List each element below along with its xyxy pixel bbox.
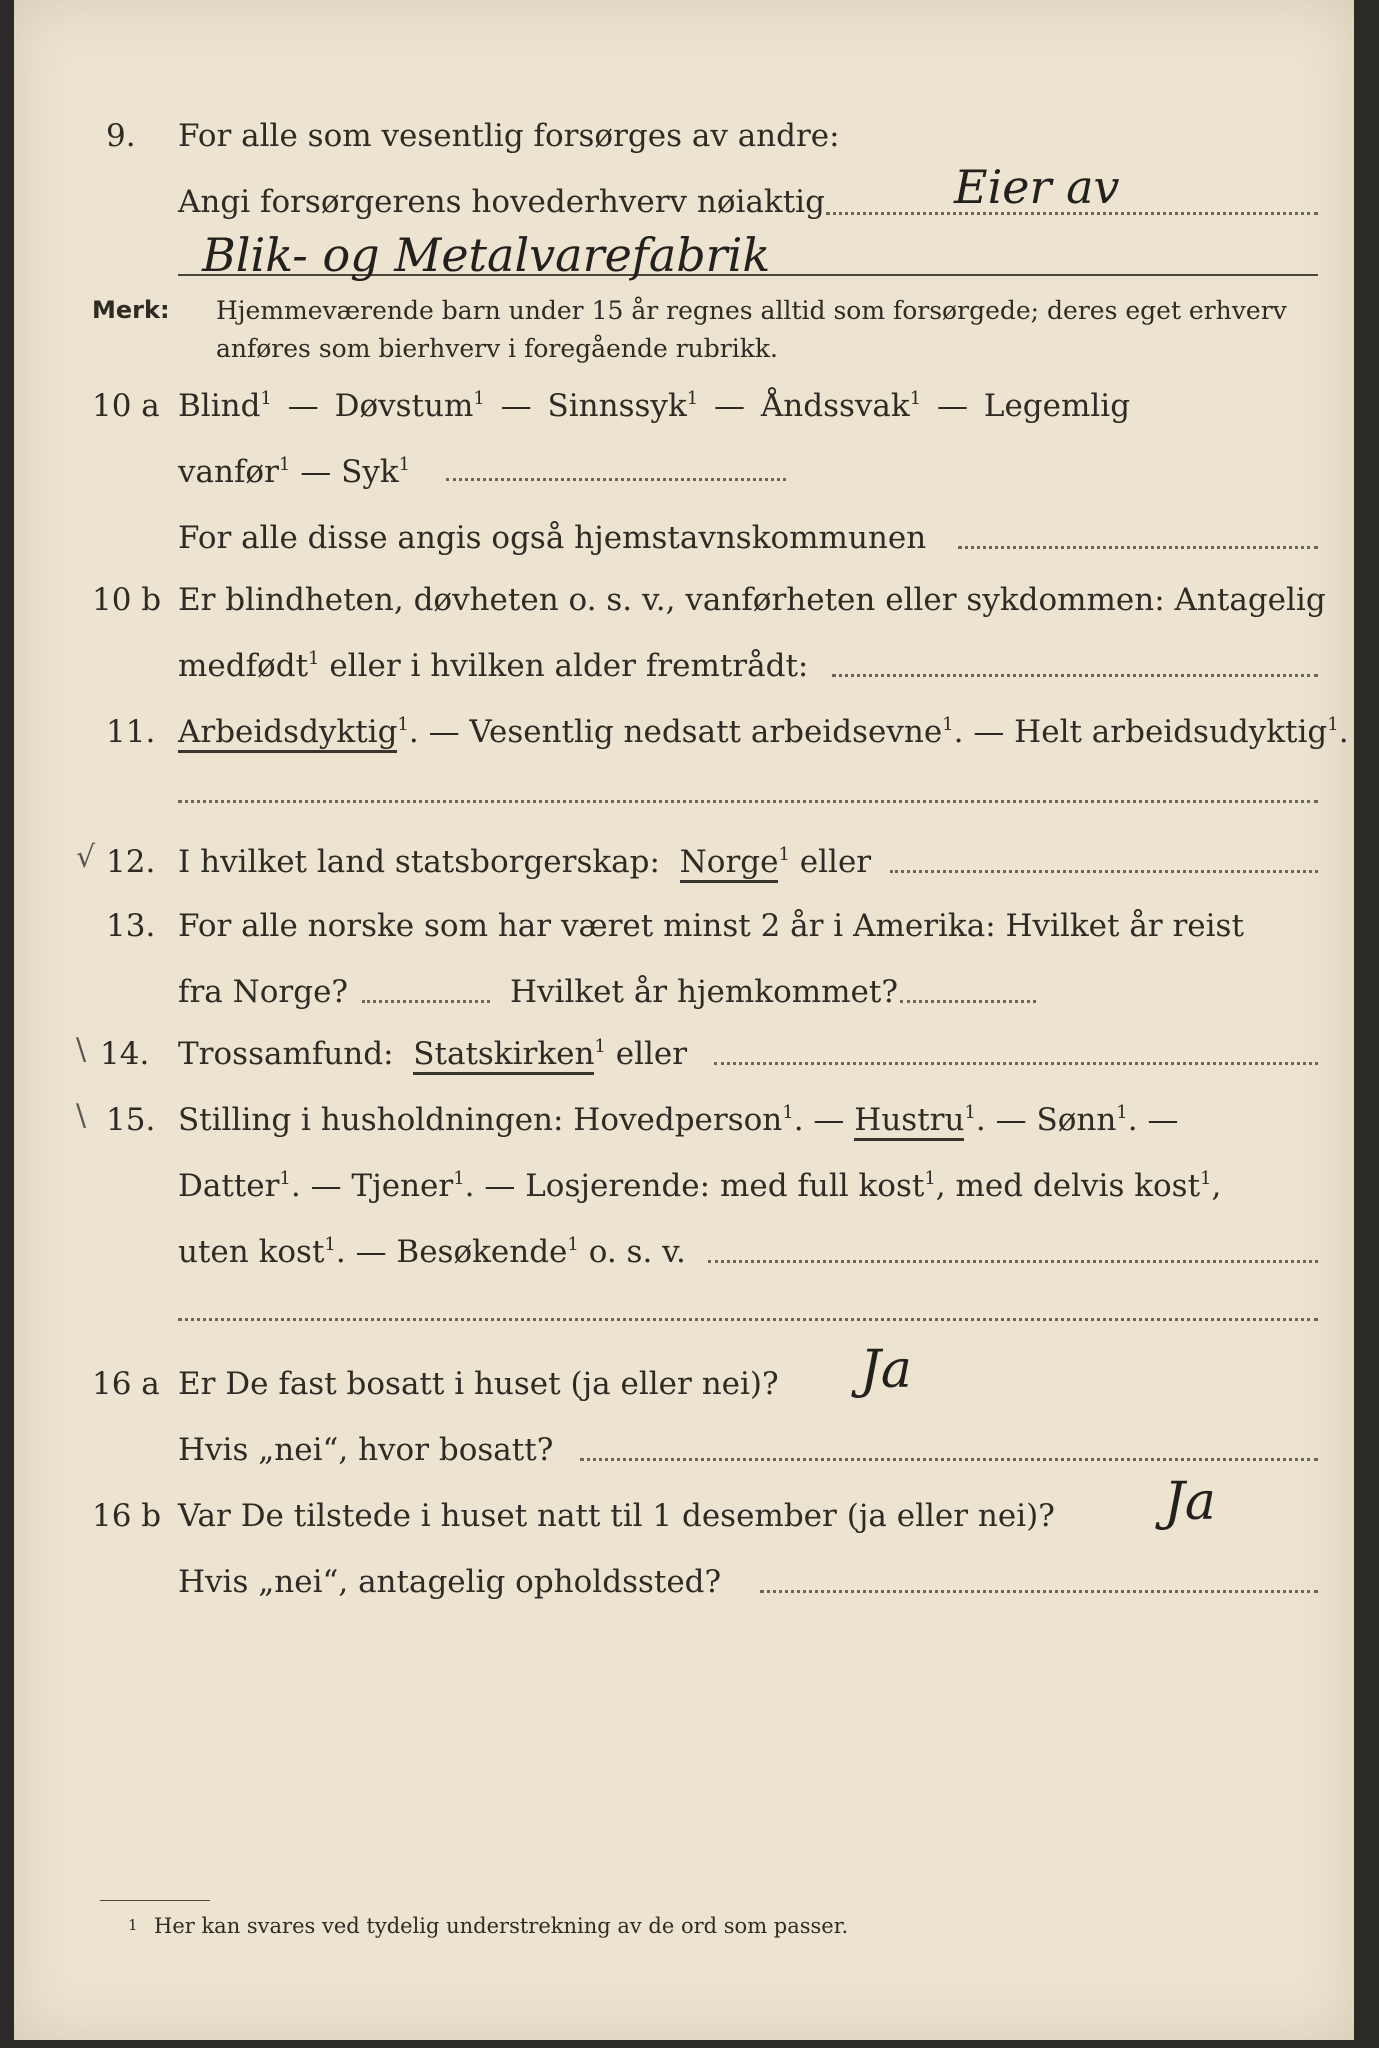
opt-statskirken-underlined[interactable]: Statskirken [413,1036,594,1075]
q14-line: Trossamfund: Statskirken$^1$ eller [178,1032,687,1076]
q14-number: 14. [100,1036,150,1072]
q16b-handwritten-answer: Ja [1164,1472,1216,1532]
opt-hustru-underlined[interactable]: Hustru [854,1102,964,1141]
opt-medfodt[interactable]: medfødt [178,648,309,684]
checkmark-icon: √ [76,840,96,875]
q15-line3: uten kost$^1$. — Besøkende$^1$ o. s. v. [178,1234,686,1270]
q9-handwritten-answer-1: Eier av [954,160,1120,214]
q12-number: 12. [106,844,156,880]
q15-line1: Stilling i husholdningen: Hovedperson$^1$. — Hustru$^1$. — Sønn$^1$. — [178,1098,1178,1142]
q13-line2a: fra Norge? [178,974,349,1010]
merk-line2: anføres som bierhverv i foregående rubrikk. [216,334,778,363]
q11-leader [178,800,1318,803]
opt-datter[interactable]: Datter [178,1168,280,1204]
footnote-text: Her kan svares ved tydelig understrekning av de ord som passer. [154,1914,849,1938]
q10a-hjemstavn: For alle disse angis også hjemstavnskommunen [178,520,927,556]
opt-legemlig[interactable]: Legemlig [983,388,1131,424]
q15-line2: Datter$^1$. — Tjener$^1$. — Losjerende: med full kost$^1$, med delvis kost$^1$, [178,1168,1222,1204]
q13-number: 13. [106,908,156,944]
opt-helt[interactable]: . — Helt arbeidsudyktig [953,714,1328,750]
q9-line2: Angi forsørgerens hovederhverv nøiaktig [178,184,825,220]
q10a-syk-leader [446,478,786,481]
q10a-line2: vanfør$^1$ — Syk$^1$ [178,454,411,490]
opt-dovstum[interactable]: Døvstum [334,388,474,424]
q16a-line1: Er De fast bosatt i huset (ja eller nei)? [178,1366,779,1402]
q10a-number: 10 a [92,388,160,424]
checkmark-icon: \ [76,1098,87,1133]
footnote-mark: 1 [128,1916,138,1934]
q9-number: 9. [106,118,136,154]
opt-blind[interactable]: Blind [178,388,261,424]
opt-syk[interactable]: Syk [341,454,399,490]
q16a-line2: Hvis „nei“, hvor bosatt? [178,1432,554,1468]
q13-line2b: Hvilket år hjemkommet? [510,974,898,1010]
q16a-number: 16 a [92,1366,160,1402]
q16b-line2: Hvis „nei“, antagelig opholdssted? [178,1564,722,1600]
q14-leader [714,1062,1318,1065]
q10b-leader [832,674,1318,677]
q15-number: 15. [106,1102,156,1138]
opt-norge-underlined[interactable]: Norge [680,844,779,883]
opt-andssvak[interactable]: Åndssvak [760,388,910,424]
opt-sinnssyk[interactable]: Sinnssyk [547,388,687,424]
q16b-leader [760,1590,1318,1593]
q16a-leader [580,1458,1318,1461]
merk-line1: Hjemmeværende barn under 15 år regnes alltid som forsørgede; deres eget erhverv [216,296,1287,325]
q16b-line1: Var De tilstede i huset natt til 1 desember (ja eller nei)? [178,1498,1055,1534]
checkmark-icon: \ [76,1032,87,1067]
q9-handwritten-answer-2: Blik- og Metalvarefabrik [202,228,771,282]
q13-line1: For alle norske som har været minst 2 år i Amerika: Hvilket år reist [178,908,1244,944]
q16a-handwritten-answer: Ja [860,1340,912,1400]
q16b-number: 16 b [92,1498,162,1534]
q13-reist-leader [362,1000,490,1003]
q10b-line1: Er blindheten, døvheten o. s. v., vanførheten eller sykdommen: Antagelig [178,582,1326,618]
opt-vesentlig[interactable]: . — Vesentlig nedsatt arbeidsevne [408,714,943,750]
q10a-line1: Blind$^1$ — Døvstum$^1$ — Sinnssyk$^1$ — Åndssvak$^1$ — Legemlig [178,388,1131,424]
q13-hjemkommet-leader [900,1000,1036,1003]
q12-leader [890,870,1318,873]
q9-line1: For alle som vesentlig forsørges av andre: [178,118,840,154]
q15-leader-2 [178,1318,1318,1321]
opt-vanfor[interactable]: vanfør [178,454,279,490]
census-form-page [14,0,1354,2040]
opt-arbeidsdyktig-underlined[interactable]: Arbeidsdyktig [178,714,397,753]
footnote-rule [100,1900,210,1901]
q10b-number: 10 b [92,582,162,618]
opt-uten-kost[interactable]: uten kost [178,1234,325,1270]
merk-label: Merk: [92,296,170,324]
q11-line: Arbeidsdyktig$^1$. — Vesentlig nedsatt arbeidsevne$^1$. — Helt arbeidsudyktig$^1$. [178,710,1349,754]
q12-line: I hvilket land statsborgerskap: Norge$^1$ eller [178,840,871,884]
q15-leader-1 [708,1260,1318,1263]
q11-number: 11. [106,714,156,750]
q10b-line2: medfødt$^1$ eller i hvilken alder fremtrådt: [178,648,809,684]
q10a-hjemstavn-leader [958,546,1318,549]
